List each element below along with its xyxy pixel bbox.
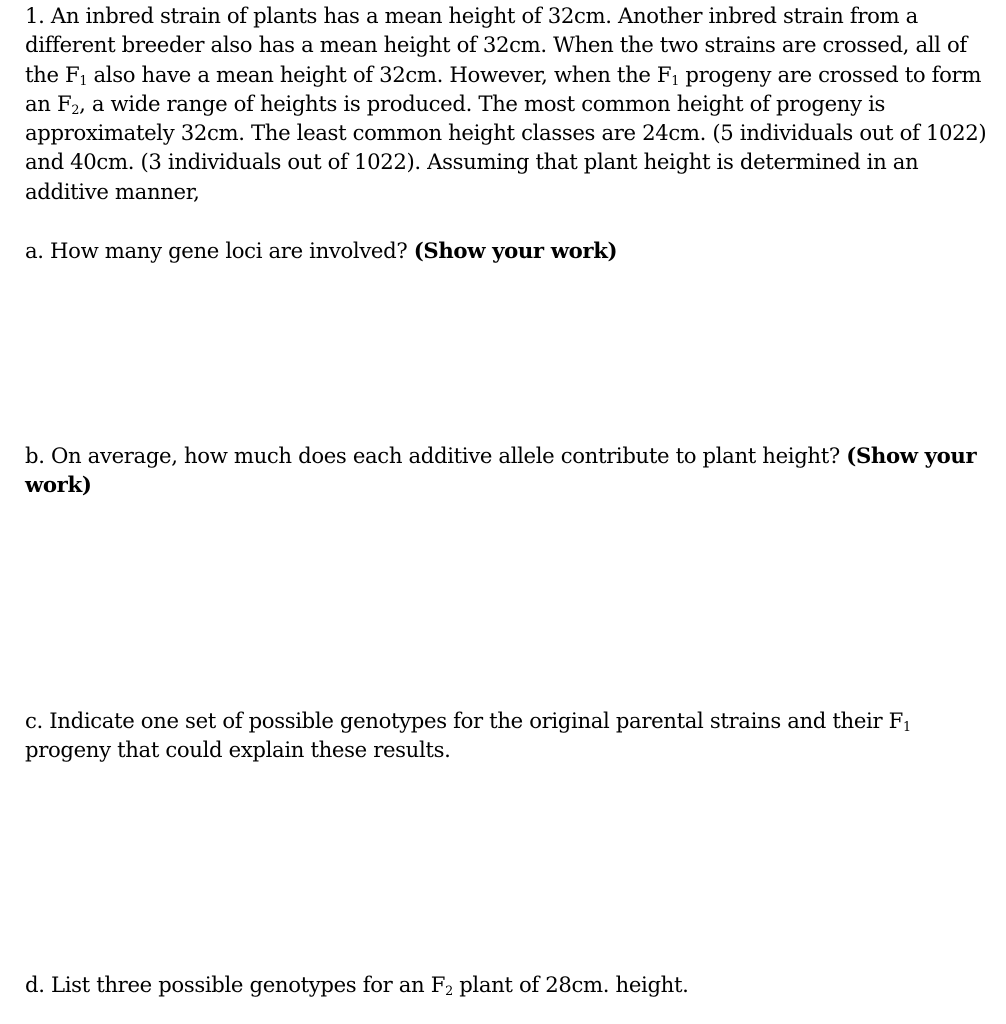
part-a-show-work: (Show your work) <box>413 238 618 263</box>
part-b-text: b. On average, how much does each additive allele contribute to plant height? <box>25 443 847 468</box>
part-d-question <box>25 970 1000 999</box>
worksheet-page <box>25 0 1000 206</box>
part-d-text: d. List three possible genotypes for an F <box>25 972 446 997</box>
subscript-f2: 2 <box>71 102 80 118</box>
part-b-question <box>25 441 1000 500</box>
subscript-f1: 1 <box>671 72 680 88</box>
part-b-show-work: (Show your work) <box>25 443 977 498</box>
intro-text-3: progeny are crossed to form an F <box>25 61 982 116</box>
intro-text-2: also have a mean height of 32cm. However, when the F <box>87 61 672 87</box>
part-c-text-2: progeny that could explain these results. <box>25 737 451 763</box>
part-d-text-2: plant of 28cm. height. <box>452 972 689 997</box>
part-a-text: a. How many gene loci are involved? <box>25 238 414 263</box>
part-c-text: c. Indicate one set of possible genotypes for the original parental strains and their F <box>25 708 903 733</box>
subscript-f1: 1 <box>903 719 911 735</box>
question-number: 1. <box>25 3 45 28</box>
intro-text-1: An inbred strain of plants has a mean height of 32cm. Another inbred strain from a different breeder also has a mean height of 32cm. When the two strains are crossed, all of the F <box>25 3 967 87</box>
part-c-question <box>25 706 1000 765</box>
part-a-question <box>25 236 1000 265</box>
question-1-intro <box>25 0 1000 206</box>
subscript-f2: 2 <box>445 983 453 999</box>
intro-text-4: , a wide range of heights is produced. The most common height of progeny is approximately 32cm. The least common height classes are 24cm. (5 individuals out of 1022) and 40cm. (3 individuals out of 1022). Assuming that plant height is determined in an additive manner, <box>25 90 987 204</box>
subscript-f1: 1 <box>79 72 88 88</box>
